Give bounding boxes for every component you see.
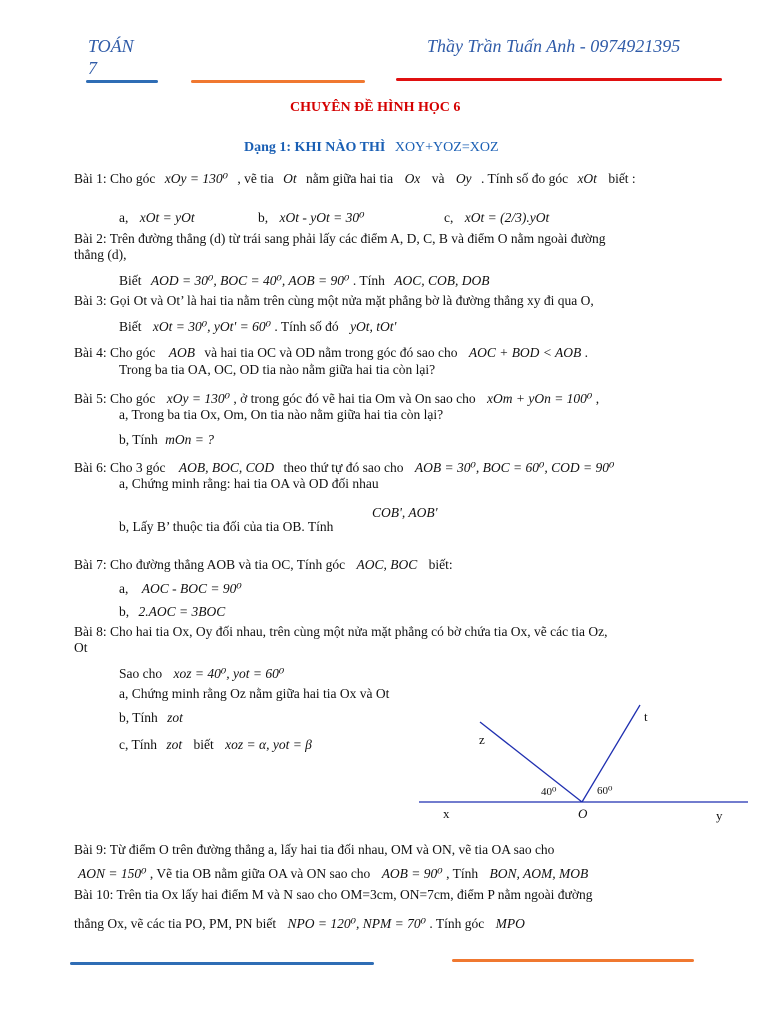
diagram-label-x: x <box>443 806 450 821</box>
math: AOB <box>168 345 195 360</box>
math: 2.AOC = 3BOC <box>138 604 226 619</box>
problem-10-line-2 <box>74 916 525 932</box>
text: Bài 5: Cho góc <box>74 391 156 406</box>
section-title-formula: XOY+YOZ=XOZ <box>394 140 499 155</box>
text: , Tính <box>446 866 479 881</box>
header-subject: TOÁN <box>88 36 134 56</box>
page-title: CHUYÊN ĐỀ HÌNH HỌC 6 <box>290 100 461 115</box>
problem-8-line-1: Bài 8: Cho hai tia Ox, Oy đối nhau, trên cùng một nửa mặt phẳng có bờ chứa tia Ox, vẽ các tia Oz, <box>74 624 608 639</box>
problem-5-line-2: a, Trong ba tia Ox, Om, On tia nào nằm giữa hai tia còn lại? <box>119 407 444 422</box>
text: Bài 6: Cho 3 góc <box>74 460 166 475</box>
header-grade: 7 <box>88 58 97 78</box>
math: AOC + BOD < AOB <box>468 345 582 360</box>
math: xOt = yOt <box>139 210 195 225</box>
math: AOB, BOC, COD <box>178 460 275 475</box>
text: c, Tính <box>119 737 157 752</box>
math: AOC, BOC <box>356 557 418 572</box>
text: b, Tính <box>119 432 158 447</box>
text: theo thứ tự đó sao cho <box>283 460 404 475</box>
ray-oz <box>480 722 582 802</box>
text: Bài 7: Cho đường thẳng AOB và tia OC, Tính góc <box>74 557 346 572</box>
math: xOt <box>577 171 597 186</box>
problem-9-line-2 <box>78 866 588 882</box>
math: xOm + yOn = 100⁰ <box>486 391 593 406</box>
math: AOC - BOC = 90⁰ <box>141 581 242 596</box>
problem-9-line-1: Bài 9: Từ điểm O trên đường thẳng a, lấy hai tia đối nhau, OM và ON, vẽ tia OA sao cho <box>74 842 555 857</box>
text: Biết <box>119 319 142 334</box>
diagram-label-y: y <box>716 808 723 823</box>
problem-6-line-4: b, Lấy B’ thuộc tia đối của tia OB. Tính <box>119 519 334 534</box>
math: Oy <box>455 171 472 186</box>
math: xoz = 40⁰, yot = 60⁰ <box>173 666 285 681</box>
math: zot <box>167 710 183 725</box>
math: mOn = ? <box>165 432 214 447</box>
math: BON, AOM, MOB <box>489 866 589 881</box>
problem-6-math-b: COB', AOB' <box>372 505 438 520</box>
diagram-angle-60: 60⁰ <box>597 785 613 797</box>
diagram-angle-40: 40⁰ <box>541 786 557 798</box>
diagram-label-z: z <box>479 732 485 747</box>
text: Bài 4: Cho góc <box>74 345 156 360</box>
text: Bài 1: Cho góc <box>74 171 156 186</box>
math: AOB = 30⁰, BOC = 60⁰, COD = 90⁰ <box>414 460 615 475</box>
text: c, <box>444 210 454 225</box>
problem-6-line-2: a, Chứng minh rằng: hai tia OA và OD đối nhau <box>119 476 379 491</box>
text: a, <box>119 210 129 225</box>
math: AOB = 90⁰ <box>381 866 443 881</box>
diagram-label-o: O <box>578 806 588 821</box>
text: biết <box>193 737 214 752</box>
footer-rule-blue <box>70 962 374 965</box>
text: b, <box>119 604 130 619</box>
text: và hai tia OC và OD nằm trong góc đó sao cho <box>204 345 458 360</box>
math: AOD = 30⁰, BOC = 40⁰, AOB = 90⁰ <box>150 273 350 288</box>
math: xOy = 130⁰ <box>166 391 231 406</box>
problem-4-line-2: Trong ba tia OA, OC, OD tia nào nằm giữa hai tia còn lại? <box>119 362 436 377</box>
math: xOt = (2/3).yOt <box>464 210 550 225</box>
math: xoz = α, yot = β <box>225 737 312 752</box>
text: . <box>584 345 589 360</box>
math: xOy = 130⁰ <box>164 171 229 186</box>
math: AOC, COB, DOB <box>394 273 490 288</box>
text: , ở trong góc đó vẽ hai tia Om và On sao cho <box>233 391 476 406</box>
text: . Tính số đó <box>274 319 339 334</box>
text: , vẽ tia <box>237 171 274 186</box>
problem-8-line-4: a, Chứng minh rằng Oz nằm giữa hai tia Ox và Ot <box>119 686 390 701</box>
math: zot <box>166 737 183 752</box>
text: Biết <box>119 273 142 288</box>
math: NPO = 120⁰, NPM = 70⁰ <box>287 916 427 931</box>
text: . Tính <box>352 273 385 288</box>
problem-2-line-1: Bài 2: Trên đường thẳng (d) từ trái sang phải lấy các điểm A, D, C, B và điểm O nằm ngoài đường <box>74 231 606 246</box>
header-teacher: Thầy Trần Tuấn Anh - 0974921395 <box>427 36 681 56</box>
text: biết : <box>608 171 636 186</box>
footer-rule-orange <box>452 959 694 962</box>
text: nằm giữa hai tia <box>306 171 394 186</box>
diagram-label-t: t <box>644 709 648 724</box>
math: Ot <box>283 171 297 186</box>
text: a, <box>119 581 129 596</box>
text: , <box>595 391 600 406</box>
math: AON = 150⁰ <box>78 866 147 881</box>
problem-8-line-2: Ot <box>74 640 88 655</box>
text: và <box>431 171 445 186</box>
math: xOt - yOt = 30⁰ <box>279 210 365 225</box>
math: MPO <box>495 916 525 931</box>
math: yOt, tOt' <box>350 319 397 334</box>
problem-2-line-2: thẳng (d), <box>74 247 127 262</box>
text: b, Tính <box>119 710 158 725</box>
problem-10-line-1: Bài 10: Trên tia Ox lấy hai điểm M và N sao cho OM=3cm, ON=7cm, điểm P nằm ngoài đường <box>74 887 593 902</box>
text: Sao cho <box>119 666 163 681</box>
text: , Vẽ tia OB nằm giữa OA và ON sao cho <box>149 866 371 881</box>
text: b, <box>258 210 269 225</box>
text: thẳng Ox, vẽ các tia PO, PM, PN biết <box>74 916 277 931</box>
problem-3-line-1: Bài 3: Gọi Ot và Ot’ là hai tia nằm trên cùng một nửa mặt phẳng bờ là đường thẳng xy đi qua O, <box>74 293 594 308</box>
text: . Tính số đo góc <box>480 171 569 186</box>
text: . Tính góc <box>429 916 485 931</box>
math: Ox <box>404 171 421 186</box>
section-title-label: Dạng 1: KHI NÀO THÌ <box>244 140 386 155</box>
math: xOt = 30⁰, yOt' = 60⁰ <box>152 319 272 334</box>
text: biết: <box>428 557 453 572</box>
